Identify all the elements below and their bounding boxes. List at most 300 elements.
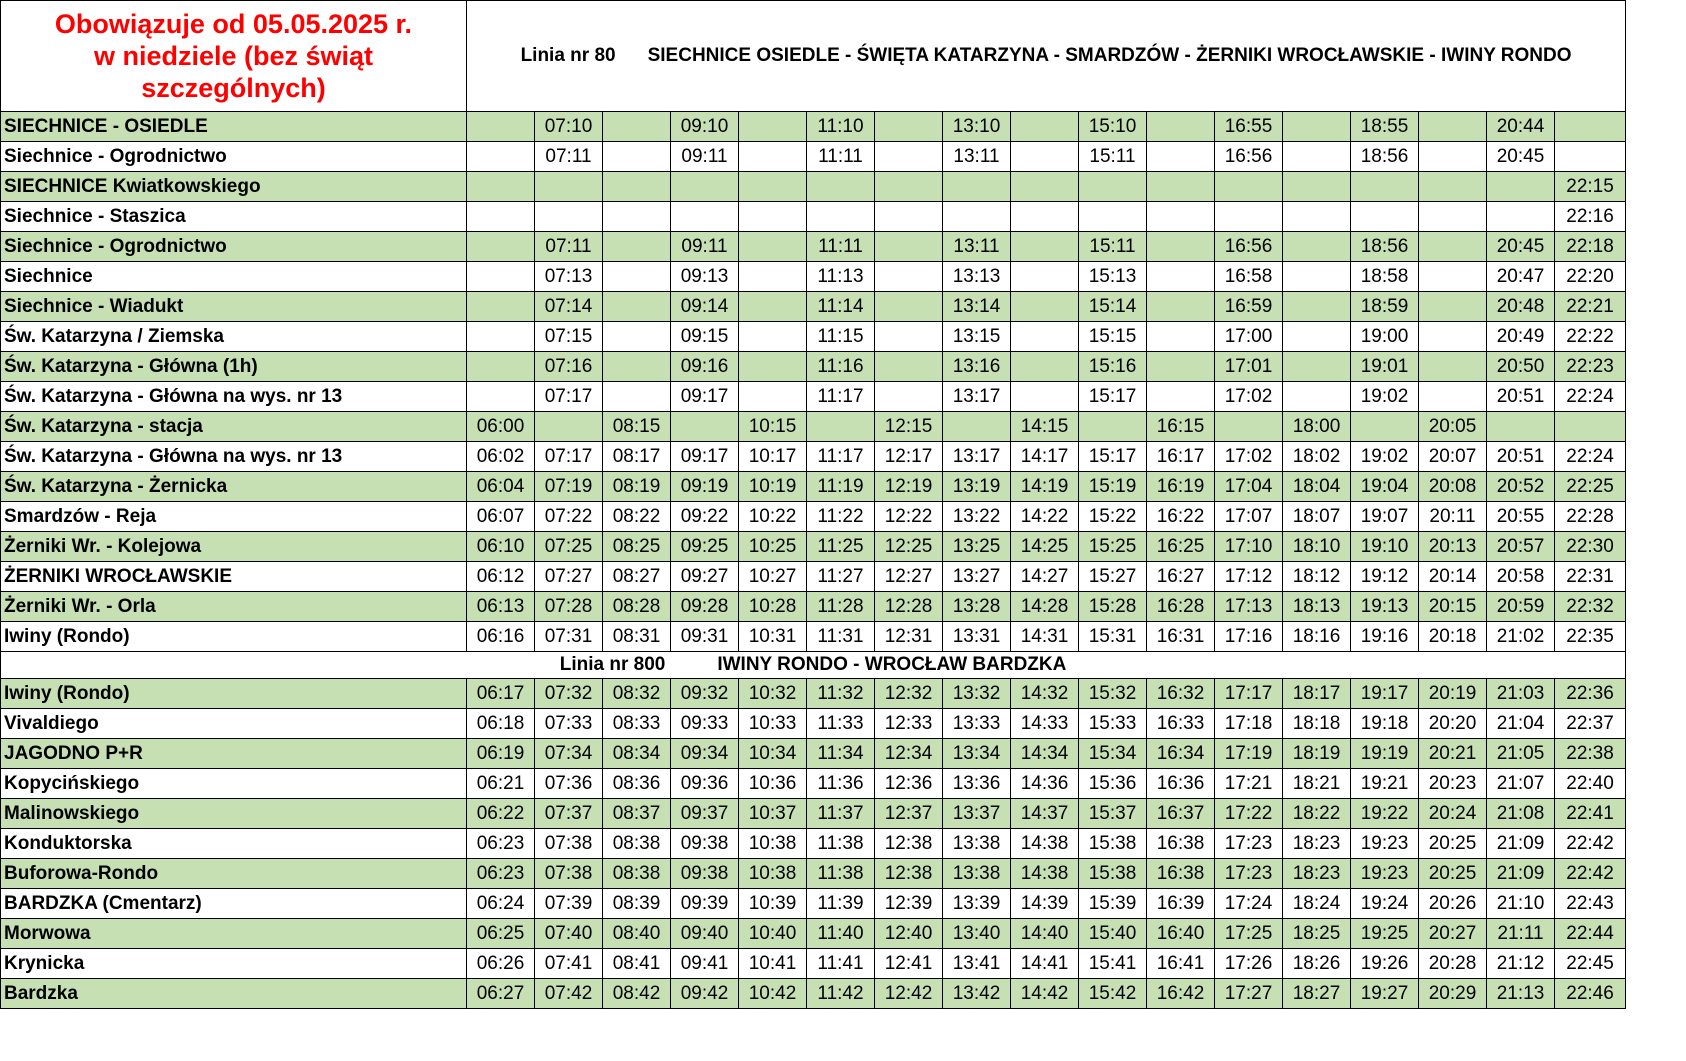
departure-time: 12:22	[875, 502, 943, 532]
departure-time	[1555, 112, 1626, 142]
stop-name: Św. Katarzyna - stacja	[1, 412, 467, 442]
departure-time: 08:38	[603, 859, 671, 889]
validity-line: szczególnych)	[141, 73, 326, 103]
stop-name: Żerniki Wr. - Orla	[1, 592, 467, 622]
stop-name: Św. Katarzyna - Żernicka	[1, 472, 467, 502]
departure-time: 08:15	[603, 412, 671, 442]
departure-time	[1147, 142, 1215, 172]
departure-time: 09:15	[671, 322, 739, 352]
stop-name: Siechnice - Ogrodnictwo	[1, 232, 467, 262]
departure-time: 09:31	[671, 622, 739, 652]
departure-time: 15:38	[1079, 859, 1147, 889]
departure-time: 20:45	[1487, 232, 1555, 262]
departure-time: 22:24	[1555, 442, 1626, 472]
departure-time: 18:24	[1283, 889, 1351, 919]
departure-time: 17:22	[1215, 799, 1283, 829]
departure-time	[1011, 142, 1079, 172]
departure-time: 22:42	[1555, 859, 1626, 889]
departure-time: 08:28	[603, 592, 671, 622]
departure-time: 15:17	[1079, 382, 1147, 412]
departure-time: 22:42	[1555, 829, 1626, 859]
departure-time: 20:47	[1487, 262, 1555, 292]
departure-time: 06:12	[467, 562, 535, 592]
departure-time: 14:40	[1011, 919, 1079, 949]
departure-time	[1147, 322, 1215, 352]
departure-time: 18:22	[1283, 799, 1351, 829]
departure-time: 12:25	[875, 532, 943, 562]
departure-time: 10:37	[739, 799, 807, 829]
stop-row	[1, 142, 1626, 172]
stop-row	[1, 592, 1626, 622]
departure-time	[1555, 142, 1626, 172]
stop-row	[1, 352, 1626, 382]
stop-name: Konduktorska	[1, 829, 467, 859]
departure-time: 13:39	[943, 889, 1011, 919]
departure-time	[875, 172, 943, 202]
departure-time: 18:18	[1283, 709, 1351, 739]
departure-time: 09:38	[671, 829, 739, 859]
departure-time: 19:23	[1351, 859, 1419, 889]
departure-time: 09:10	[671, 112, 739, 142]
departure-time: 06:26	[467, 949, 535, 979]
stop-row	[1, 292, 1626, 322]
departure-time	[467, 142, 535, 172]
departure-time	[739, 292, 807, 322]
stop-row	[1, 739, 1626, 769]
departure-time: 20:11	[1419, 502, 1487, 532]
departure-time: 14:33	[1011, 709, 1079, 739]
departure-time: 15:40	[1079, 919, 1147, 949]
stop-name: Św. Katarzyna - Główna na wys. nr 13	[1, 382, 467, 412]
departure-time	[1215, 172, 1283, 202]
departure-time	[1351, 412, 1419, 442]
departure-time: 15:36	[1079, 769, 1147, 799]
departure-time: 16:15	[1147, 412, 1215, 442]
departure-time	[875, 142, 943, 172]
departure-time: 16:28	[1147, 592, 1215, 622]
departure-time: 12:40	[875, 919, 943, 949]
departure-time: 22:35	[1555, 622, 1626, 652]
departure-time	[1011, 352, 1079, 382]
departure-time: 11:17	[807, 382, 875, 412]
departure-time: 13:28	[943, 592, 1011, 622]
departure-time: 08:34	[603, 739, 671, 769]
stop-row	[1, 472, 1626, 502]
departure-time: 16:32	[1147, 679, 1215, 709]
stop-name: Św. Katarzyna - Główna (1h)	[1, 352, 467, 382]
departure-time: 19:01	[1351, 352, 1419, 382]
departure-time: 11:38	[807, 829, 875, 859]
stop-name: Św. Katarzyna / Ziemska	[1, 322, 467, 352]
departure-time: 10:40	[739, 919, 807, 949]
departure-time: 15:25	[1079, 532, 1147, 562]
departure-time: 15:14	[1079, 292, 1147, 322]
departure-time: 17:23	[1215, 829, 1283, 859]
departure-time: 13:17	[943, 382, 1011, 412]
departure-time: 20:52	[1487, 472, 1555, 502]
departure-time: 15:28	[1079, 592, 1147, 622]
departure-time: 09:19	[671, 472, 739, 502]
departure-time: 19:10	[1351, 532, 1419, 562]
departure-time: 19:13	[1351, 592, 1419, 622]
departure-time: 07:38	[535, 829, 603, 859]
departure-time: 07:17	[535, 442, 603, 472]
departure-time	[739, 232, 807, 262]
departure-time: 18:23	[1283, 859, 1351, 889]
departure-time	[1419, 232, 1487, 262]
departure-time: 09:25	[671, 532, 739, 562]
stop-name: Buforowa-Rondo	[1, 859, 467, 889]
stop-row	[1, 799, 1626, 829]
header-row	[1, 1, 1626, 112]
departure-time: 12:19	[875, 472, 943, 502]
departure-time: 17:24	[1215, 889, 1283, 919]
departure-time	[603, 142, 671, 172]
departure-time: 19:17	[1351, 679, 1419, 709]
departure-time: 09:28	[671, 592, 739, 622]
departure-time: 22:22	[1555, 322, 1626, 352]
departure-time: 07:17	[535, 382, 603, 412]
departure-time: 18:16	[1283, 622, 1351, 652]
departure-time: 13:41	[943, 949, 1011, 979]
departure-time: 11:13	[807, 262, 875, 292]
departure-time	[1147, 292, 1215, 322]
departure-time: 12:38	[875, 859, 943, 889]
departure-time	[1147, 352, 1215, 382]
stop-name: SIECHNICE - OSIEDLE	[1, 112, 467, 142]
departure-time: 11:19	[807, 472, 875, 502]
departure-time: 18:23	[1283, 829, 1351, 859]
departure-time: 07:22	[535, 502, 603, 532]
departure-time: 14:41	[1011, 949, 1079, 979]
departure-time	[1011, 262, 1079, 292]
departure-time: 06:00	[467, 412, 535, 442]
departure-time: 21:04	[1487, 709, 1555, 739]
departure-time: 07:41	[535, 949, 603, 979]
departure-time: 22:30	[1555, 532, 1626, 562]
departure-time: 07:19	[535, 472, 603, 502]
departure-time: 19:16	[1351, 622, 1419, 652]
departure-time: 08:19	[603, 472, 671, 502]
departure-time: 09:42	[671, 979, 739, 1009]
departure-time: 15:13	[1079, 262, 1147, 292]
departure-time: 07:33	[535, 709, 603, 739]
departure-time: 21:05	[1487, 739, 1555, 769]
departure-time: 17:13	[1215, 592, 1283, 622]
departure-time: 08:38	[603, 829, 671, 859]
departure-time: 12:41	[875, 949, 943, 979]
departure-time: 22:21	[1555, 292, 1626, 322]
departure-time: 08:37	[603, 799, 671, 829]
departure-time	[603, 322, 671, 352]
stop-name: SIECHNICE Kwiatkowskiego	[1, 172, 467, 202]
departure-time: 13:40	[943, 919, 1011, 949]
departure-time: 14:22	[1011, 502, 1079, 532]
departure-time: 20:48	[1487, 292, 1555, 322]
departure-time: 09:41	[671, 949, 739, 979]
stop-name: Smardzów - Reja	[1, 502, 467, 532]
departure-time	[603, 172, 671, 202]
departure-time: 16:38	[1147, 829, 1215, 859]
departure-time: 07:28	[535, 592, 603, 622]
departure-time: 13:10	[943, 112, 1011, 142]
departure-time: 20:24	[1419, 799, 1487, 829]
departure-time: 06:18	[467, 709, 535, 739]
departure-time: 20:51	[1487, 442, 1555, 472]
stop-row	[1, 382, 1626, 412]
departure-time: 10:33	[739, 709, 807, 739]
departure-time: 19:24	[1351, 889, 1419, 919]
stop-name: Iwiny (Rondo)	[1, 622, 467, 652]
departure-time: 07:11	[535, 232, 603, 262]
route-800-label: Linia nr 800	[559, 654, 666, 675]
departure-time	[1283, 172, 1351, 202]
departure-time	[1487, 202, 1555, 232]
departure-time: 21:09	[1487, 829, 1555, 859]
departure-time: 22:45	[1555, 949, 1626, 979]
departure-time: 19:27	[1351, 979, 1419, 1009]
departure-time: 17:07	[1215, 502, 1283, 532]
departure-time	[1419, 142, 1487, 172]
departure-time: 18:59	[1351, 292, 1419, 322]
stop-name: Krynicka	[1, 949, 467, 979]
departure-time: 06:04	[467, 472, 535, 502]
departure-time: 07:34	[535, 739, 603, 769]
departure-time: 10:32	[739, 679, 807, 709]
departure-time: 09:22	[671, 502, 739, 532]
stop-row	[1, 112, 1626, 142]
departure-time: 10:36	[739, 769, 807, 799]
departure-time: 06:22	[467, 799, 535, 829]
departure-time: 18:13	[1283, 592, 1351, 622]
departure-time	[1419, 352, 1487, 382]
departure-time	[467, 382, 535, 412]
departure-time: 09:17	[671, 442, 739, 472]
departure-time: 06:19	[467, 739, 535, 769]
departure-time: 17:10	[1215, 532, 1283, 562]
departure-time: 16:17	[1147, 442, 1215, 472]
validity-notice	[1, 1, 467, 112]
departure-time: 15:15	[1079, 322, 1147, 352]
departure-time: 20:50	[1487, 352, 1555, 382]
departure-time: 13:31	[943, 622, 1011, 652]
departure-time: 20:13	[1419, 532, 1487, 562]
departure-time: 20:44	[1487, 112, 1555, 142]
departure-time	[671, 172, 739, 202]
departure-time: 16:58	[1215, 262, 1283, 292]
departure-time: 18:27	[1283, 979, 1351, 1009]
departure-time: 07:31	[535, 622, 603, 652]
departure-time	[1555, 412, 1626, 442]
departure-time	[671, 202, 739, 232]
departure-time: 20:21	[1419, 739, 1487, 769]
departure-time	[1419, 172, 1487, 202]
departure-time	[875, 262, 943, 292]
departure-time: 07:25	[535, 532, 603, 562]
departure-time: 09:32	[671, 679, 739, 709]
departure-time	[1147, 172, 1215, 202]
departure-time: 15:34	[1079, 739, 1147, 769]
departure-time: 11:28	[807, 592, 875, 622]
departure-time: 16:25	[1147, 532, 1215, 562]
departure-time: 14:34	[1011, 739, 1079, 769]
departure-time: 12:31	[875, 622, 943, 652]
departure-time: 18:58	[1351, 262, 1419, 292]
departure-time: 21:03	[1487, 679, 1555, 709]
departure-time: 20:14	[1419, 562, 1487, 592]
departure-time: 15:42	[1079, 979, 1147, 1009]
departure-time	[1011, 202, 1079, 232]
departure-time: 13:38	[943, 829, 1011, 859]
departure-time: 18:19	[1283, 739, 1351, 769]
departure-time: 10:17	[739, 442, 807, 472]
departure-time: 06:24	[467, 889, 535, 919]
departure-time: 19:23	[1351, 829, 1419, 859]
departure-time: 18:04	[1283, 472, 1351, 502]
departure-time	[1419, 292, 1487, 322]
departure-time: 21:09	[1487, 859, 1555, 889]
departure-time: 14:38	[1011, 859, 1079, 889]
departure-time: 12:39	[875, 889, 943, 919]
departure-time	[1351, 172, 1419, 202]
departure-time	[807, 412, 875, 442]
departure-time: 07:13	[535, 262, 603, 292]
departure-time: 21:10	[1487, 889, 1555, 919]
departure-time	[1283, 232, 1351, 262]
departure-time: 12:34	[875, 739, 943, 769]
departure-time: 22:38	[1555, 739, 1626, 769]
departure-time: 08:17	[603, 442, 671, 472]
departure-time	[603, 202, 671, 232]
departure-time: 17:21	[1215, 769, 1283, 799]
stop-name: Siechnice - Wiadukt	[1, 292, 467, 322]
departure-time: 16:56	[1215, 232, 1283, 262]
departure-time: 07:14	[535, 292, 603, 322]
departure-time	[1147, 232, 1215, 262]
departure-time	[1215, 412, 1283, 442]
departure-time: 16:56	[1215, 142, 1283, 172]
departure-time	[875, 382, 943, 412]
stop-name: Iwiny (Rondo)	[1, 679, 467, 709]
departure-time: 07:37	[535, 799, 603, 829]
stop-name: BARDZKA (Cmentarz)	[1, 889, 467, 919]
departure-time: 14:28	[1011, 592, 1079, 622]
departure-time: 14:31	[1011, 622, 1079, 652]
departure-time: 10:27	[739, 562, 807, 592]
departure-time: 15:11	[1079, 232, 1147, 262]
departure-time: 11:11	[807, 142, 875, 172]
departure-time: 10:34	[739, 739, 807, 769]
departure-time	[1011, 322, 1079, 352]
stop-name: Bardzka	[1, 979, 467, 1009]
departure-time: 09:38	[671, 859, 739, 889]
departure-time	[1283, 262, 1351, 292]
departure-time: 15:22	[1079, 502, 1147, 532]
departure-time: 22:40	[1555, 769, 1626, 799]
departure-time	[1147, 112, 1215, 142]
departure-time: 09:11	[671, 232, 739, 262]
departure-time: 09:13	[671, 262, 739, 292]
departure-time: 13:38	[943, 859, 1011, 889]
departure-time	[1283, 112, 1351, 142]
departure-time: 10:38	[739, 829, 807, 859]
stop-row	[1, 979, 1626, 1009]
stop-row	[1, 709, 1626, 739]
departure-time	[1419, 262, 1487, 292]
validity-line: w niedziele (bez świąt	[93, 41, 374, 71]
departure-time: 13:13	[943, 262, 1011, 292]
departure-time	[739, 352, 807, 382]
departure-time: 10:39	[739, 889, 807, 919]
departure-time: 19:07	[1351, 502, 1419, 532]
departure-time: 22:16	[1555, 202, 1626, 232]
departure-time: 07:38	[535, 859, 603, 889]
departure-time: 13:15	[943, 322, 1011, 352]
departure-time: 11:38	[807, 859, 875, 889]
departure-time: 11:37	[807, 799, 875, 829]
departure-time: 11:15	[807, 322, 875, 352]
stop-row	[1, 502, 1626, 532]
departure-time: 07:32	[535, 679, 603, 709]
departure-time: 19:19	[1351, 739, 1419, 769]
departure-time: 07:16	[535, 352, 603, 382]
departure-time: 08:33	[603, 709, 671, 739]
departure-time: 15:16	[1079, 352, 1147, 382]
departure-time: 10:38	[739, 859, 807, 889]
departure-time: 14:17	[1011, 442, 1079, 472]
departure-time: 13:32	[943, 679, 1011, 709]
departure-time	[1215, 202, 1283, 232]
departure-time: 08:22	[603, 502, 671, 532]
departure-time: 14:38	[1011, 829, 1079, 859]
departure-time: 22:37	[1555, 709, 1626, 739]
departure-time	[535, 202, 603, 232]
departure-time: 22:24	[1555, 382, 1626, 412]
departure-time	[671, 412, 739, 442]
departure-time: 13:27	[943, 562, 1011, 592]
departure-time: 16:31	[1147, 622, 1215, 652]
stop-name: Morwowa	[1, 919, 467, 949]
departure-time: 20:08	[1419, 472, 1487, 502]
departure-time: 13:11	[943, 232, 1011, 262]
departure-time: 11:33	[807, 709, 875, 739]
stop-row	[1, 949, 1626, 979]
departure-time: 12:33	[875, 709, 943, 739]
departure-time: 11:41	[807, 949, 875, 979]
departure-time: 10:25	[739, 532, 807, 562]
departure-time	[1011, 292, 1079, 322]
departure-time: 07:27	[535, 562, 603, 592]
departure-time: 20:25	[1419, 829, 1487, 859]
departure-time: 10:19	[739, 472, 807, 502]
departure-time: 22:31	[1555, 562, 1626, 592]
departure-time: 06:21	[467, 769, 535, 799]
departure-time	[875, 322, 943, 352]
departure-time: 22:32	[1555, 592, 1626, 622]
departure-time: 14:32	[1011, 679, 1079, 709]
departure-time: 11:10	[807, 112, 875, 142]
departure-time	[1419, 202, 1487, 232]
departure-time: 11:40	[807, 919, 875, 949]
departure-time	[467, 112, 535, 142]
departure-time	[467, 322, 535, 352]
departure-time: 15:32	[1079, 679, 1147, 709]
departure-time: 20:15	[1419, 592, 1487, 622]
departure-time	[943, 202, 1011, 232]
stop-row	[1, 322, 1626, 352]
stop-row	[1, 859, 1626, 889]
departure-time: 11:14	[807, 292, 875, 322]
